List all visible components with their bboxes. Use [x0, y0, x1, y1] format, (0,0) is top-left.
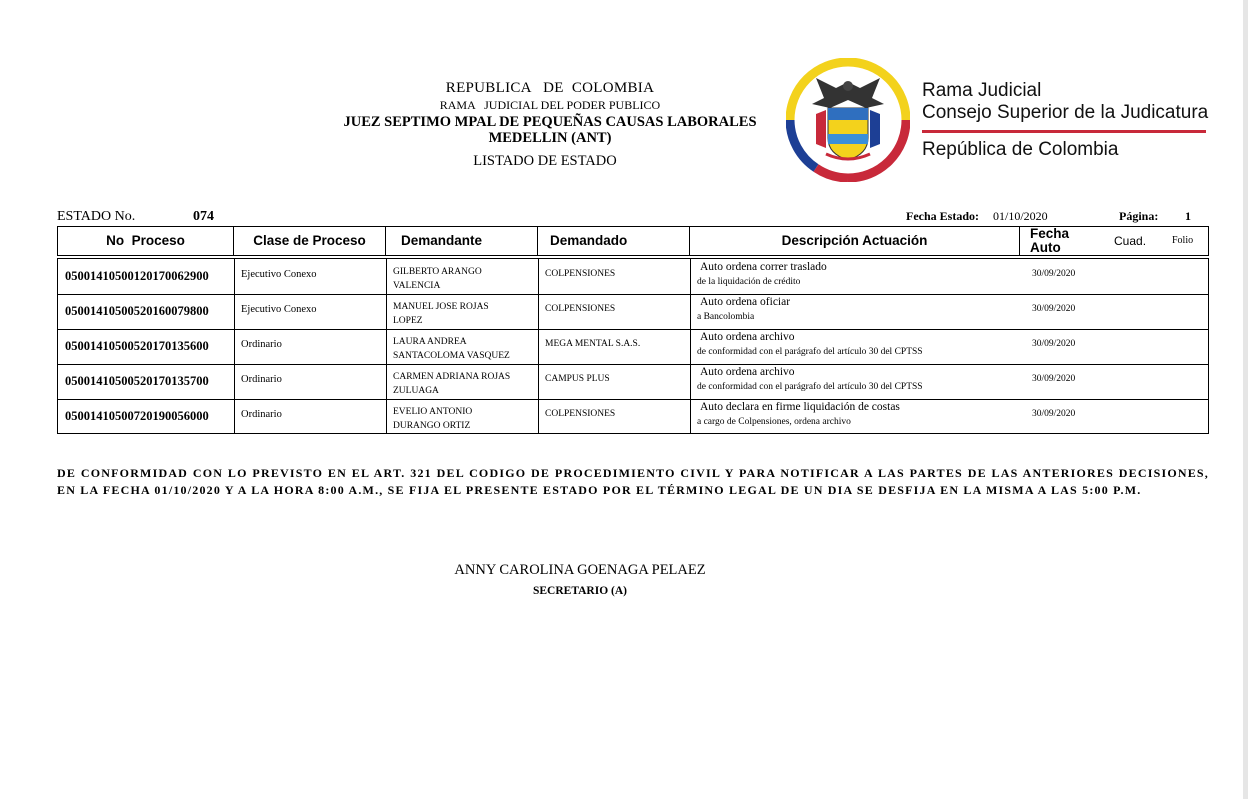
- table-row: [58, 399, 1208, 434]
- cell-clase: Ejecutivo Conexo: [241, 304, 317, 315]
- pagina-label: Página:: [1119, 209, 1159, 223]
- table-row: [58, 294, 1208, 330]
- cell-descripcion-detail: a cargo de Colpensiones, ordena archivo: [697, 417, 851, 427]
- cell-proceso: 05001410500520170135700: [65, 374, 209, 388]
- cell-demandado: COLPENSIONES: [545, 409, 616, 419]
- header-proceso: No Proceso: [58, 227, 234, 255]
- cell-demandado: COLPENSIONES: [545, 304, 616, 314]
- cell-fecha: 30/09/2020: [1032, 304, 1076, 314]
- brand-name: Rama Judicial: [922, 80, 1042, 101]
- cell-fecha: 30/09/2020: [1032, 409, 1076, 419]
- header-fecha-line2: Auto: [1030, 240, 1061, 255]
- cell-demandante-line2: VALENCIA: [393, 281, 441, 291]
- estado-label: ESTADO No.: [57, 209, 136, 224]
- page-edge: [1243, 0, 1248, 799]
- header-country: REPUBLICA DE COLOMBIA: [445, 80, 655, 96]
- header-fecha-line1: Fecha: [1030, 226, 1070, 241]
- cell-demandante: [393, 405, 472, 433]
- cell-demandante-line1: LAURA ANDREA: [393, 337, 467, 347]
- cell-demandante-line2: SANTACOLOMA VASQUEZ: [393, 351, 510, 361]
- cell-descripcion-title: Auto ordena oficiar: [700, 296, 791, 308]
- cell-descripcion-detail: de conformidad con el parágrafo del artículo 30 del CPTSS: [697, 347, 923, 357]
- cell-proceso: 05001410500520160079800: [65, 304, 209, 318]
- fecha-estado-label: Fecha Estado:: [906, 209, 979, 223]
- header-document-title: LISTADO DE ESTADO: [473, 153, 617, 169]
- cell-demandante-line1: MANUEL JOSE ROJAS: [393, 302, 489, 312]
- header-branch: RAMA JUDICIAL DEL PODER PUBLICO: [439, 98, 661, 112]
- cell-descripcion-title: Auto ordena correr traslado: [700, 261, 827, 273]
- cell-demandante: [393, 370, 510, 398]
- cell-proceso: 05001410500520170135600: [65, 339, 209, 353]
- table-row: [58, 259, 1208, 295]
- cell-demandado: MEGA MENTAL S.A.S.: [545, 339, 641, 349]
- header-folio: Folio: [1172, 235, 1194, 246]
- cell-clase: Ejecutivo Conexo: [241, 269, 317, 280]
- cell-clase: Ordinario: [241, 409, 282, 420]
- cell-descripcion-title: Auto ordena archivo: [700, 366, 795, 378]
- cell-demandante-line2: DURANGO ORTIZ: [393, 421, 471, 431]
- table-body: [57, 258, 1209, 434]
- cell-descripcion-detail: de la liquidación de crédito: [697, 277, 801, 287]
- signatory-title: SECRETARIO (A): [532, 585, 628, 597]
- estado-number: 074: [193, 209, 214, 224]
- brand-country: República de Colombia: [922, 139, 1119, 160]
- cell-fecha: 30/09/2020: [1032, 269, 1076, 279]
- cell-fecha: 30/09/2020: [1032, 339, 1076, 349]
- cell-demandante: [393, 265, 482, 293]
- brand-divider: [922, 130, 1206, 133]
- cell-demandado: COLPENSIONES: [545, 269, 616, 279]
- signatory-name: ANNY CAROLINA GOENAGA PELAEZ: [454, 562, 706, 578]
- cell-demandante-line1: GILBERTO ARANGO: [393, 267, 482, 277]
- cell-descripcion-title: Auto ordena archivo: [700, 331, 795, 343]
- fecha-estado-value: 01/10/2020: [993, 209, 1048, 223]
- pagina-value: 1: [1185, 209, 1191, 223]
- cell-demandante-line1: CARMEN ADRIANA ROJAS: [393, 372, 511, 382]
- header-court: JUEZ SEPTIMO MPAL DE PEQUEÑAS CAUSAS LABORALES: [343, 114, 757, 130]
- cell-demandado: CAMPUS PLUS: [545, 374, 610, 384]
- cell-demandante: [393, 335, 510, 363]
- cell-demandante-line2: ZULUAGA: [393, 386, 439, 396]
- cell-clase: Ordinario: [241, 339, 282, 350]
- colombia-coat-of-arms-icon: [786, 58, 910, 182]
- cell-descripcion-title: Auto declara en firme liquidación de costas: [700, 401, 900, 413]
- cell-proceso: 05001410500120170062900: [65, 269, 209, 283]
- header-cuad: Cuad.: [1114, 234, 1147, 248]
- cell-descripcion-detail: de conformidad con el parágrafo del artículo 30 del CPTSS: [697, 382, 923, 392]
- cell-demandante: [393, 300, 489, 328]
- cell-proceso: 05001410500720190056000: [65, 409, 209, 423]
- brand-council: Consejo Superior de la Judicatura: [922, 102, 1209, 123]
- legal-notice: DE CONFORMIDAD CON LO PREVISTO EN EL ART. 321 DEL CODIGO DE PROCEDIMIENTO CIVIL Y PARA NOTIFICAR A LAS PARTES DE LAS ANTERIORES DECISIONES, EN LA FECHA 01/10/2020 Y A LA HORA 8:00 A.M., SE FIJA EL PRESENTE ESTADO POR EL TÉRMINO LEGAL DE UN DIA SE DESFIJA EN LA MISMA A LAS 5:00 P.M.: [57, 466, 1209, 497]
- table-row: [58, 364, 1208, 400]
- header-descripcion: Descripción Actuación: [690, 227, 1020, 255]
- table-row: [58, 329, 1208, 365]
- cell-descripcion-detail: a Bancolombia: [697, 312, 755, 322]
- header-demandado: Demandado: [538, 227, 690, 255]
- cell-demandante-line2: LOPEZ: [393, 316, 423, 326]
- cell-demandante-line1: EVELIO ANTONIO: [393, 407, 473, 417]
- cell-clase: Ordinario: [241, 374, 282, 385]
- header-demandante: Demandante: [386, 227, 538, 255]
- cell-fecha: 30/09/2020: [1032, 374, 1076, 384]
- header-fecha: [1020, 227, 1090, 255]
- header-clase: Clase de Proceso: [234, 227, 386, 255]
- header-city: MEDELLIN (ANT): [488, 130, 612, 146]
- table-header: [57, 226, 1209, 256]
